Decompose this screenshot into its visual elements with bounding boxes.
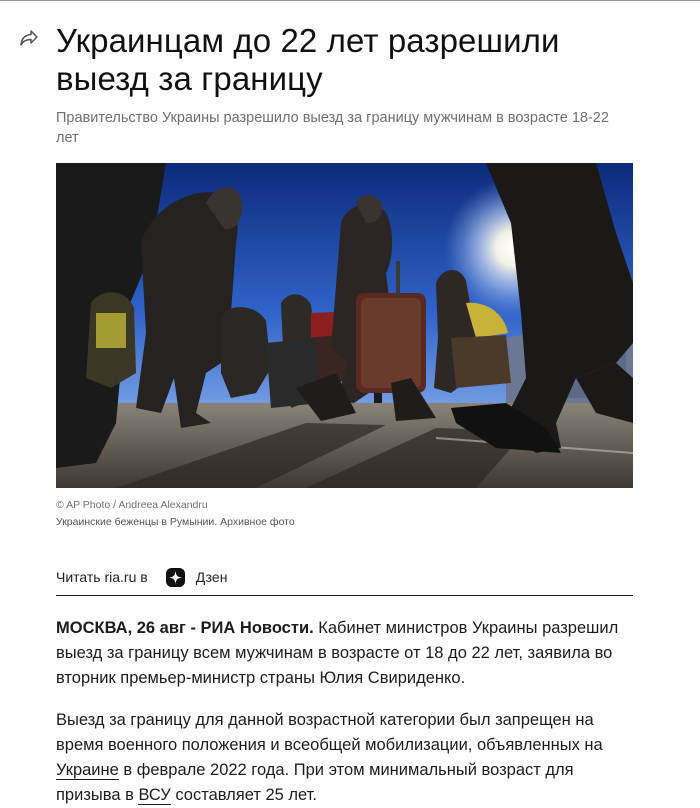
share-icon[interactable]	[20, 30, 38, 46]
paragraph-text: в феврале 2022 года. При этом минимальный возраст для призыва в	[56, 761, 574, 804]
article-paragraph	[56, 708, 633, 808]
paragraph-text: Выезд за границу для данной возрастной категории был запрещен на время военного положения и всеобщей мобилизации, объявленных на	[56, 711, 603, 754]
article-paragraph	[56, 616, 633, 691]
article	[56, 22, 633, 808]
dzen-logo-icon[interactable]	[166, 568, 185, 587]
link-vsu[interactable]: ВСУ	[138, 786, 171, 804]
top-divider	[0, 0, 700, 1]
read-in-label: Читать ria.ru в	[56, 569, 148, 585]
photo-credit: © AP Photo / Andreea Alexandru	[56, 499, 208, 511]
photo-caption: Украинские беженцы в Румынии. Архивное фото	[56, 516, 295, 528]
link-ukraine[interactable]: Украине	[56, 761, 119, 779]
dateline: МОСКВА, 26 авг - РИА Новости.	[56, 619, 314, 637]
paragraph-text: составляет 25 лет.	[170, 786, 317, 804]
article-title: Украинцам до 22 лет разрешили выезд за границу	[56, 22, 560, 97]
read-in-dzen-bar[interactable]	[56, 559, 633, 596]
paragraph-text: Кабинет министров Украины разрешил выезд за границу всем мужчинам в возрасте от 18 до 22 лет, заявила во вторник премьер-министр страны Юлия Свириденко.	[56, 619, 619, 687]
dzen-link[interactable]: Дзен	[195, 569, 228, 585]
article-photo[interactable]	[56, 163, 633, 488]
article-subtitle: Правительство Украины разрешило выезд за границу мужчинам в возрасте 18-22 лет	[56, 110, 609, 146]
